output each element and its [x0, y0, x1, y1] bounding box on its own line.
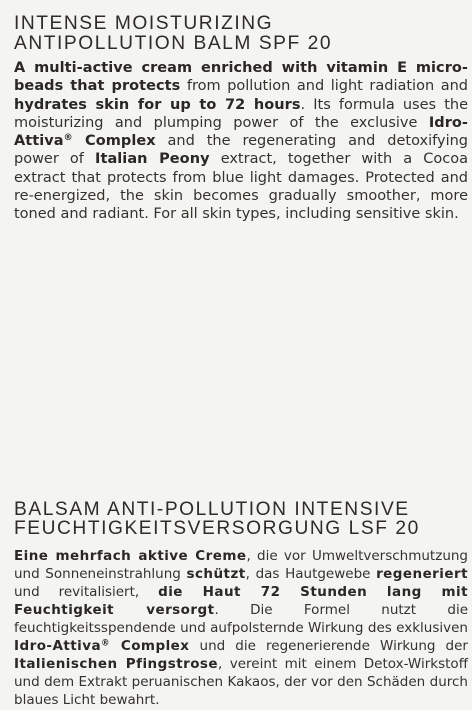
complex-suffix: Complex [72, 133, 156, 150]
english-title-line-1: INTENSE MOISTURIZING [14, 13, 274, 34]
german-text-segment: , die vor Umweltverschmutzung und Sonneneinstrahlung [14, 547, 468, 582]
english-text-segment: and the regenerating and detoxifying power of [14, 133, 468, 168]
german-bold-protects: schützt [186, 565, 246, 582]
german-description [14, 547, 468, 710]
german-bold-hydration: die Haut 72 Stunden lang mit Feuchtigkeit versorgt [14, 583, 469, 618]
english-text-segment: . Its formula uses the moisturizing and plumping power of the exclusive [14, 96, 468, 131]
german-bold-peony: Italienischen Pfingstrose [14, 656, 219, 673]
german-title-line-1: BALSAM ANTI-POLLUTION INTENSIVE [14, 498, 410, 520]
complex-name: Idro-Attiva [14, 114, 468, 150]
english-product-title [14, 14, 468, 53]
english-title-line-2: ANTIPOLLUTION BALM SPF 20 [14, 32, 333, 54]
english-description [14, 59, 468, 224]
german-title-line-2: FEUCHTIGKEITSVERSORGUNG LSF 20 [14, 518, 420, 540]
german-bold-intro: Eine mehrfach aktive Creme [14, 547, 247, 564]
english-bold-peony: Italian Peony [95, 151, 210, 168]
german-text-segment: . Die Formel nutzt die feuchtigkeitsspendende und aufpolsternde Wirkung des exklusiven [14, 601, 469, 637]
german-product-title [14, 500, 468, 539]
english-bold-intro: A multi-active cream enriched with vitamin E micro-beads that protects [14, 60, 468, 95]
german-bold-regenerates: regeneriert [376, 565, 468, 582]
english-text-segment: from pollution and light radiation and [180, 78, 468, 95]
english-text-segment: extract, together with a Cocoa extract that protects from blue light damages. Protected and re-energized, the skin becomes gradually smoother, more toned and radiant. For all skin types, including sensitive skin. [14, 151, 468, 223]
german-text-segment: und die regenerierende Wirkung der [189, 638, 468, 655]
german-text-segment: , das Hautgewebe [245, 565, 377, 582]
registered-mark: ® [101, 637, 110, 648]
registered-mark: ® [63, 133, 73, 144]
complex-name: Idro-Attiva [14, 638, 102, 655]
german-bold-complex [14, 638, 189, 654]
german-text-segment: und revitalisiert, [14, 583, 159, 600]
english-bold-hydration: hydrates skin for up to 72 hours [14, 96, 301, 113]
complex-suffix: Complex [109, 638, 190, 655]
german-text-segment: , vereint mit einem Detox-Wirkstoff und dem Extrakt peruanischen Kakaos, der vor den Schäden durch blaues Licht bewahrt. [14, 656, 468, 709]
product-description-panel [14, 6, 468, 710]
